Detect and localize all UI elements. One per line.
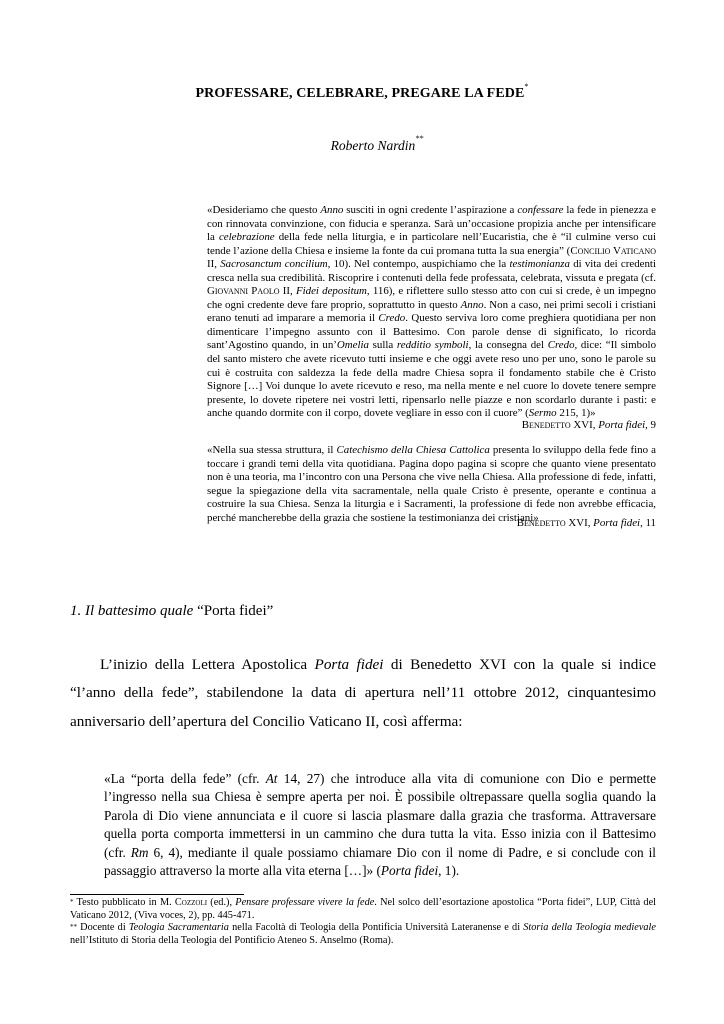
epigraph-source-1: Benedetto XVI, Porta fidei, 9: [521, 419, 656, 431]
footnote-1: * Testo pubblicato in M. Cozzoli (ed.), Pensare professare vivere la fede. Nel solco dell’esortazione apostolica “Porta fidei”, LUP, Città del Vaticano 2012, (Viva voces, 2), pp. 445-471.: [70, 897, 657, 921]
footnotes: [70, 897, 656, 947]
title-footnote-mark[interactable]: *: [524, 82, 529, 91]
body-paragraph: L’inizio della Lettera Apostolica Porta fidei di Benedetto XVI con la quale si indice “l’anno della fede”, stabilendone la data di apertura nell’11 ottobre 2012, cinquantesimo anniversario dell’apertura del Concilio Vaticano II, così afferma:: [70, 656, 657, 730]
author-line: [0, 134, 724, 154]
epigraph-quote-2: «Nella sua stessa struttura, il Catechismo della Chiesa Cattolica presenta lo sviluppo della fede fino a toccare i grandi temi della vita quotidiana. Pagina dopo pagina si scopre che quanto viene presentato non è una teoria, ma l’incontro con una Persona che vive nella Chiesa. Alla professione di fede, infatti, segue la spiegazione della vita sacramentale, nella quale Cristo è presente, operante e continua a costruire la sua Chiesa. Senza la liturgia e i Sacramenti, la professione di fede non avrebbe efficacia, perché mancherebbe della grazia che sostiene la testimonianza dei cristiani»: [207, 444, 656, 524]
epigraph-quote-1: «Desideriamo che questo Anno susciti in ogni credente l’aspirazione a confessare la fede in pienezza e con rinnovata convinzione, con fiducia e speranza. Sarà un’occasione propizia anche per intensificare la celebrazione della fede nella liturgia, e in particolare nell’Eucaristia, che è “il culmine verso cui tende l’azione della Chiesa e insieme la fonte da cui promana tutta la sua energia” (Concilio Vaticano II, Sacrosanctum concilium, 10). Nel contempo, auspichiamo che la testimonianza di vita dei credenti cresca nella sua credibilità. Riscoprire i contenuti della fede professata, celebrata, vissuta e pregata (cf. Giovanni Paolo II, Fidei depositum, 116), e riflettere sullo stesso atto con cui si crede, è un impegno che ogni credente deve fare proprio, soprattutto in questo Anno. Non a caso, nei primi secoli i cristiani erano tenuti ad imparare a memoria il Credo. Questo serviva loro come preghiera quotidiana per non dimenticare l’impegno assunto con il Battesimo. Con parole dense di significato, lo ricorda sant’Agostino quando, in un’Omelia sulla redditio symboli, la consegna del Credo, dice: “Il simbolo del santo mistero che avete ricevuto tutti insieme e che oggi avete reso uno per uno, sono le parole su cui è costruita con saldezza la fede della madre Chiesa sopra il fondamento stabile che è Cristo Signore […] Voi dunque lo avete ricevuto e reso, ma nella mente e nel cuore lo dovete tenere sempre presente, lo dovete ripetere nei vostri letti, ripensarlo nelle piazze e non scordarlo durante i pasti: e anche quando dormite con il corpo, dovete vegliare in esso con il cuore” (Sermo 215, 1)»: [207, 204, 657, 420]
section-heading: 1. Il battesimo quale “Porta fidei”: [70, 603, 274, 619]
author-footnote-mark[interactable]: **: [415, 134, 424, 143]
page-title: [0, 82, 724, 102]
author-name: Roberto Nardin: [330, 138, 416, 153]
footnote-2: ** Docente di Teologia Sacramentaria nella Facoltà di Teologia della Pontificia Università Lateranense e di Storia della Teologia medievale nell’Istituto di Storia della Teologia del Pontificio Ateneo S. Anselmo (Roma).: [70, 922, 656, 946]
footnote-divider: [70, 894, 244, 895]
epigraph-source-2: Benedetto XVI, Porta fidei, 11: [516, 517, 656, 529]
title-text: PROFESSARE, CELEBRARE, PREGARE LA FEDE: [195, 86, 525, 101]
block-quote: «La “porta della fede” (cfr. At 14, 27) che introduce alla vita di comunione con Dio e permette l’ingresso nella sua Chiesa è sempre aperta per noi. È possibile oltrepassare quella soglia quando la Parola di Dio viene annunciata e il cuore si lascia plasmare dalla grazia che trasforma. Attraversare quella porta comporta immettersi in un cammino che dura tutta la vita. Esso inizia con il Battesimo (cfr. Rm 6, 4), mediante il quale possiamo chiamare Dio con il nome di Padre, e si conclude con il passaggio attraverso la morte alla vita eterna […]» (Porta fidei, 1).: [104, 771, 656, 879]
